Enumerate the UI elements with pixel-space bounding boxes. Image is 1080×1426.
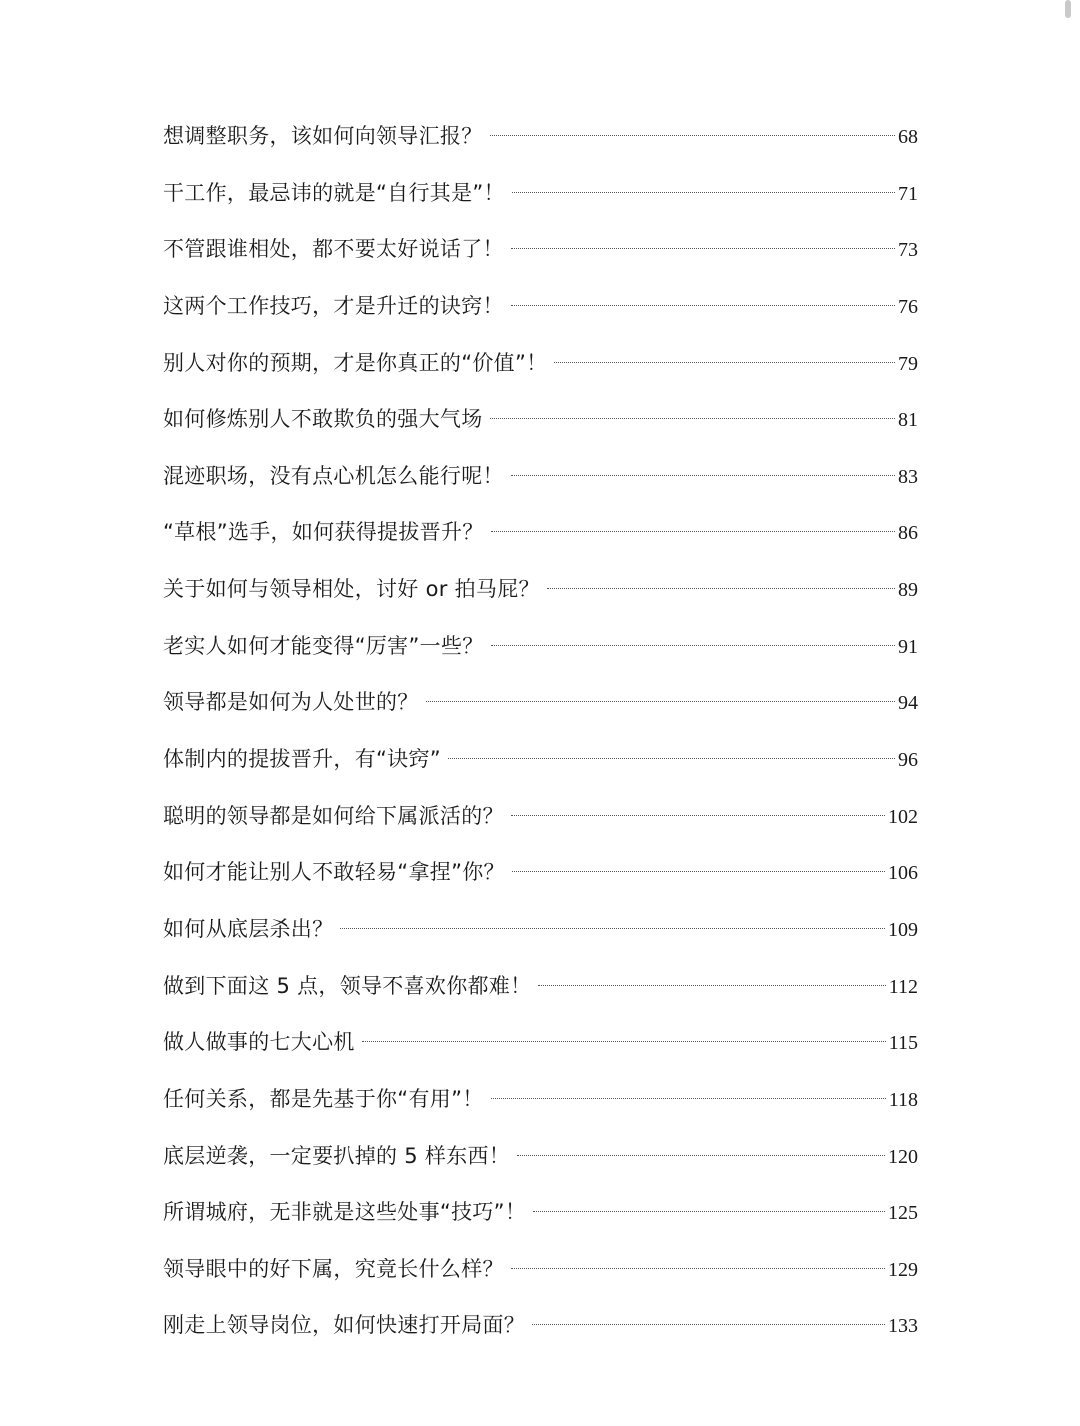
toc-entry-page-number: 71 xyxy=(898,182,918,205)
toc-entry[interactable] xyxy=(163,1014,918,1071)
toc-entry-title: 刚走上领导岗位，如何快速打开局面？ xyxy=(163,1313,526,1338)
toc-entry-title: 如何才能让别人不敢轻易“拿捏”你？ xyxy=(163,860,505,885)
toc-entry-page-number: 118 xyxy=(888,1088,918,1111)
toc-entry-page-number: 73 xyxy=(898,239,918,262)
toc-entry-page-number: 76 xyxy=(898,295,918,318)
dot-leader xyxy=(362,1041,886,1042)
toc-entry[interactable] xyxy=(163,901,918,958)
scrollbar-thumb[interactable] xyxy=(1065,0,1071,18)
toc-entry-title: 关于如何与领导相处，讨好 or 拍马屁？ xyxy=(163,577,540,602)
toc-entry-title: 做人做事的七大心机 xyxy=(163,1030,355,1055)
dot-leader xyxy=(340,928,885,929)
toc-entry[interactable] xyxy=(163,108,918,165)
dot-leader xyxy=(511,815,885,816)
toc-entry-page-number: 115 xyxy=(888,1032,918,1055)
toc-entry[interactable] xyxy=(163,1071,918,1128)
toc-entry[interactable] xyxy=(163,958,918,1015)
toc-entry[interactable] xyxy=(163,448,918,505)
toc-entry-page-number: 94 xyxy=(898,692,918,715)
dot-leader xyxy=(554,362,895,363)
dot-leader xyxy=(511,248,895,249)
dot-leader xyxy=(517,1155,885,1156)
dot-leader xyxy=(491,1098,886,1099)
toc-entry[interactable] xyxy=(163,221,918,278)
toc-entry[interactable] xyxy=(163,731,918,788)
toc-entry-title: 体制内的提拔晋升，有“诀窍” xyxy=(163,747,441,772)
dot-leader xyxy=(490,418,896,419)
toc-entry[interactable] xyxy=(163,1128,918,1185)
dot-leader xyxy=(511,475,895,476)
toc-entry[interactable] xyxy=(163,1241,918,1298)
toc-entry-title: “草根”选手，如何获得提拔晋升？ xyxy=(163,520,484,545)
dot-leader xyxy=(532,1324,885,1325)
toc-entry[interactable] xyxy=(163,674,918,731)
toc-entry-page-number: 106 xyxy=(888,862,918,885)
toc-entry[interactable] xyxy=(163,278,918,335)
toc-entry-page-number: 125 xyxy=(888,1202,918,1225)
toc-entry-title: 底层逆袭，一定要扒掉的 5 样东西！ xyxy=(163,1143,511,1168)
toc-entry[interactable] xyxy=(163,1297,918,1354)
dot-leader xyxy=(448,758,895,759)
dot-leader xyxy=(533,1211,885,1212)
toc-entry-title: 不管跟谁相处，都不要太好说话了！ xyxy=(163,237,504,262)
dot-leader xyxy=(491,531,895,532)
toc-entry[interactable] xyxy=(163,391,918,448)
toc-entry-page-number: 83 xyxy=(898,465,918,488)
toc-entry-title: 任何关系，都是先基于你“有用”！ xyxy=(163,1086,484,1111)
toc-entry-page-number: 133 xyxy=(888,1315,918,1338)
toc-entry-page-number: 68 xyxy=(898,126,918,148)
toc-entry-page-number: 112 xyxy=(888,975,918,998)
toc-entry-title: 领导都是如何为人处世的？ xyxy=(163,690,419,715)
dot-leader xyxy=(490,135,896,136)
toc-entry-title: 所谓城府，无非就是这些处事“技巧”！ xyxy=(163,1200,527,1225)
dot-leader xyxy=(512,192,895,193)
toc-entry[interactable] xyxy=(163,504,918,561)
toc-entry-title: 别人对你的预期，才是你真正的“价值”！ xyxy=(163,350,548,375)
toc-entry[interactable] xyxy=(163,788,918,845)
toc-entry-page-number: 81 xyxy=(898,409,918,432)
dot-leader xyxy=(426,701,895,702)
toc-entry-title: 干工作，最忌讳的就是“自行其是”！ xyxy=(163,180,505,205)
toc-entry-title: 领导眼中的好下属，究竟长什么样？ xyxy=(163,1256,504,1281)
dot-leader xyxy=(491,645,895,646)
toc-entry-title: 想调整职务，该如何向领导汇报？ xyxy=(163,124,483,148)
table-of-contents xyxy=(163,108,918,1354)
toc-entry-page-number: 129 xyxy=(888,1258,918,1281)
toc-entry-page-number: 86 xyxy=(898,522,918,545)
toc-entry[interactable] xyxy=(163,1184,918,1241)
toc-entry-page-number: 109 xyxy=(888,918,918,941)
dot-leader xyxy=(547,588,895,589)
toc-entry-title: 这两个工作技巧，才是升迁的诀窍！ xyxy=(163,293,504,318)
toc-entry-title: 老实人如何才能变得“厉害”一些？ xyxy=(163,633,484,658)
toc-entry-title: 如何从底层杀出？ xyxy=(163,916,334,941)
dot-leader xyxy=(512,871,885,872)
toc-entry-title: 聪明的领导都是如何给下属派活的？ xyxy=(163,803,504,828)
toc-entry-page-number: 96 xyxy=(898,749,918,772)
dot-leader xyxy=(511,305,895,306)
toc-entry[interactable] xyxy=(163,844,918,901)
toc-entry[interactable] xyxy=(163,561,918,618)
toc-entry[interactable] xyxy=(163,335,918,392)
dot-leader xyxy=(538,985,885,986)
dot-leader xyxy=(511,1268,885,1269)
toc-entry-page-number: 102 xyxy=(888,805,918,828)
toc-entry-page-number: 91 xyxy=(898,635,918,658)
toc-entry[interactable] xyxy=(163,165,918,222)
toc-entry-title: 做到下面这 5 点，领导不喜欢你都难！ xyxy=(163,973,532,998)
toc-entry-page-number: 79 xyxy=(898,352,918,375)
toc-entry-title: 如何修炼别人不敢欺负的强大气场 xyxy=(163,407,483,432)
toc-entry-page-number: 89 xyxy=(898,579,918,602)
toc-entry[interactable] xyxy=(163,618,918,675)
toc-entry-title: 混迹职场，没有点心机怎么能行呢！ xyxy=(163,463,504,488)
toc-entry-page-number: 120 xyxy=(888,1145,918,1168)
